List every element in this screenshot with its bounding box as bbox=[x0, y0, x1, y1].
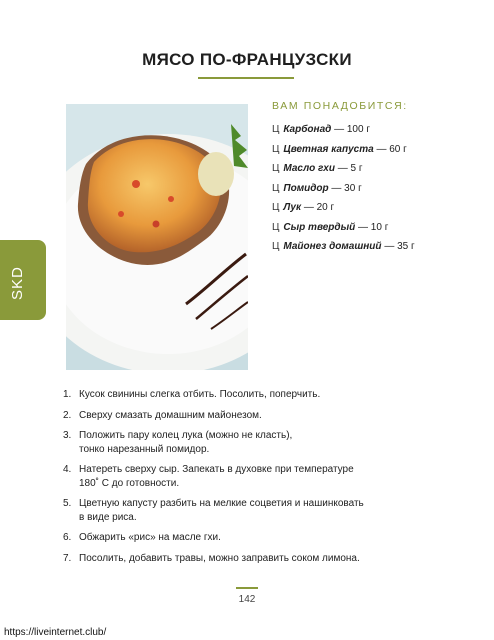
ingredient-item bbox=[272, 159, 415, 179]
ingredient-amount: — 10 г bbox=[358, 221, 389, 233]
bullet-mark: Ц bbox=[272, 182, 280, 194]
bullet-mark: Ц bbox=[272, 221, 280, 233]
ingredients-list bbox=[272, 120, 415, 257]
ingredient-item bbox=[272, 179, 415, 199]
ingredient-amount: — 60 г bbox=[376, 143, 407, 155]
ingredient-amount: — 20 г bbox=[303, 202, 335, 213]
side-tab bbox=[0, 240, 46, 320]
step-text: Сверху смазать домашним майонезом. bbox=[79, 409, 262, 421]
ingredient-name: Масло гхи bbox=[283, 163, 335, 174]
ingredient-item bbox=[272, 198, 415, 218]
ingredient-name: Майонез домашний bbox=[283, 241, 382, 252]
step-text: Обжарить «рис» на масле гхи. bbox=[79, 532, 221, 543]
ingredient-name: Карбонад bbox=[283, 124, 332, 135]
ingredient-amount: — 5 г bbox=[337, 163, 363, 174]
step-item bbox=[63, 497, 423, 524]
step-number: 3. bbox=[63, 430, 72, 441]
step-item bbox=[63, 388, 423, 402]
title-underline bbox=[198, 77, 294, 79]
ingredient-amount: — 30 г bbox=[331, 182, 362, 194]
ingredient-name: Лук bbox=[283, 202, 302, 213]
ingredient-amount: — 35 г bbox=[384, 241, 415, 252]
step-text: Натереть сверху сыр. Запекать в духовке при температуре 180˚ С до готовности. bbox=[79, 464, 354, 489]
step-number: 4. bbox=[63, 464, 72, 475]
step-item bbox=[63, 429, 423, 456]
ingredient-name: Сыр твердый bbox=[283, 221, 356, 233]
ingredient-item bbox=[272, 140, 415, 160]
step-text: Положить пару колец лука (можно не класть), тонко нарезанный помидор. bbox=[79, 430, 293, 455]
step-text: Посолить, добавить травы, можно заправить соком лимона. bbox=[79, 552, 360, 564]
dish-illustration bbox=[66, 104, 248, 370]
ingredient-amount: — 100 г bbox=[334, 124, 370, 135]
steps-list bbox=[63, 388, 423, 572]
bullet-mark: Ц bbox=[272, 124, 280, 135]
ingredients-heading: ВАМ ПОНАДОБИТСЯ: bbox=[272, 100, 408, 112]
ingredient-name: Цветная капуста bbox=[283, 143, 374, 155]
ingredient-name: Помидор bbox=[283, 182, 329, 194]
source-url[interactable]: https://liveinternet.club/ bbox=[4, 627, 107, 638]
step-number: 6. bbox=[63, 532, 72, 543]
bullet-mark: Ц bbox=[272, 241, 280, 252]
step-number: 1. bbox=[63, 389, 72, 400]
step-item bbox=[63, 463, 423, 490]
side-tab-label: SKD bbox=[9, 266, 26, 300]
step-number: 7. bbox=[63, 552, 72, 564]
step-text: Кусок свинины слегка отбить. Посолить, поперчить. bbox=[79, 389, 321, 400]
step-number: 2. bbox=[63, 409, 72, 421]
page-number: 142 bbox=[238, 594, 256, 605]
bullet-mark: Ц bbox=[272, 202, 280, 213]
step-item bbox=[63, 531, 423, 545]
bullet-mark: Ц bbox=[272, 143, 280, 155]
ingredient-item bbox=[272, 237, 415, 257]
page-title: МЯСО ПО-ФРАНЦУЗСКИ bbox=[142, 50, 352, 69]
step-text: Цветную капусту разбить на мелкие соцветия и нашинковать в виде риса. bbox=[79, 498, 364, 523]
step-item bbox=[63, 409, 423, 423]
dish-photo bbox=[66, 104, 248, 370]
ingredient-item bbox=[272, 218, 415, 238]
ingredient-item bbox=[272, 120, 415, 140]
bullet-mark: Ц bbox=[272, 163, 280, 174]
step-number: 5. bbox=[63, 498, 72, 509]
step-item bbox=[63, 552, 423, 566]
page-number-rule bbox=[236, 587, 258, 589]
